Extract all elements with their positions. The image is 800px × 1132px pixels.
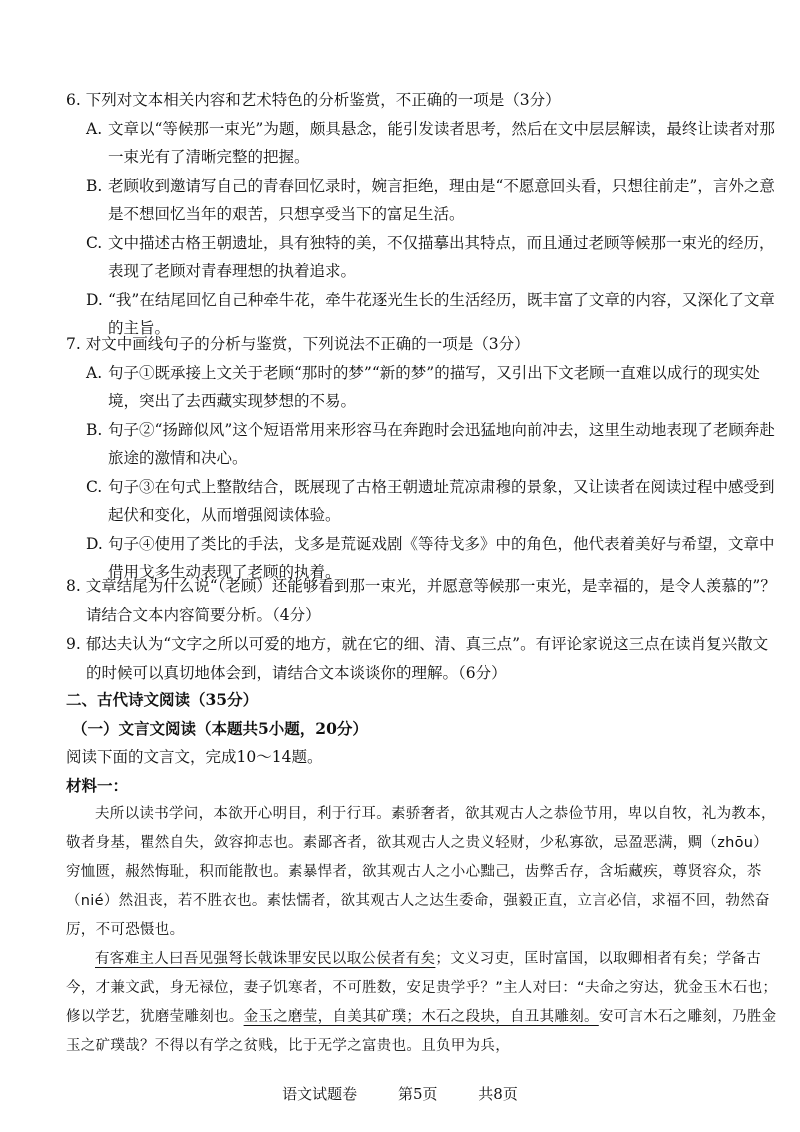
subsection-title: （一）文言文阅读（本题共5小题，20分）: [72, 718, 368, 738]
question-6: [66, 86, 778, 343]
question-7-option-c: C. 句子③在句式上整散结合，既展现了古格王朝遗址荒凉肃穆的景象，又让读者在阅读过程中感受到起伏和变化，从而增强阅读体验。: [86, 477, 775, 524]
section-2-header: [66, 686, 778, 800]
question-7-option-a: A. 句子①既承接上文关于老顾“那时的梦”“新的梦”的描写，又引出下文老顾一直难以成行的现实处境，突出了去西藏实现梦想的不易。: [86, 363, 760, 410]
reading-instruction: 阅读下面的文言文，完成10～14题。: [66, 748, 323, 766]
passage-paragraph-1: 夫所以读书学问，本欲开心明目，利于行耳。素骄奢者，欲其观古人之恭俭节用，卑以自牧，礼为教本，敬者身基，瞿然自失，敛容抑志也。素鄙吝者，欲其观古人之贵义轻财，少私寡欲，忌盈恶满，赒（zhōu）穷恤匮，赧然悔耻，积而能散也。素暴悍者，欲其观古人之小心黜己，齿弊舌存，含垢藏疾，尊贤容众，苶（nié）然沮丧，若不胜衣也。素怯懦者，欲其观古人之达生委命，强毅正直，立言必信，求福不回，勃然奋厉，不可恐慑也。: [66, 806, 776, 938]
passage-paragraph-2: 有客难主人曰吾见强弩长戟诛罪安民以取公侯者有矣；文义习吏，匡时富国，以取卿相者有矣；学备古今，才兼文武，身无禄位，妻子饥寒者，不可胜数，安足贵学乎？”主人对曰：“夫命之穷达，犹金玉木石也；修以学艺，犹磨莹雕刻也。金玉之磨莹，自美其矿璞；木石之段块，自丑其雕刻。安可言木石之雕刻，乃胜金玉之矿璞哉？不得以有学之贫贱，比于无学之富贵也。且负甲为兵，: [66, 951, 778, 1054]
exam-name: 语文试题卷: [282, 1085, 358, 1103]
question-6-stem: 6. 下列对文本相关内容和艺术特色的分析鉴赏，不正确的一项是（3分）: [66, 91, 561, 109]
question-7-stem: 7. 对文中画线句子的分析与鉴赏，下列说法不正确的一项是（3分）: [66, 335, 530, 353]
question-9: [66, 630, 778, 687]
material-label: 材料一：: [66, 775, 129, 795]
classical-passage: [66, 800, 778, 1061]
underlined-sentence-1: 有客难主人曰吾见强弩长戟诛罪安民以取公侯者有矣: [95, 951, 436, 967]
page-footer: [0, 1083, 800, 1104]
question-6-option-b: B. 老顾收到邀请写自己的青春回忆录时，婉言拒绝，理由是“不愿意回头看，只想往前走”，言外之意是不想回忆当年的艰苦，只想享受当下的富足生活。: [86, 176, 775, 223]
question-7: [66, 330, 778, 587]
question-9-stem: 9. 郁达夫认为“文字之所以可爱的地方，就在它的细、清、真三点”。有评论家说这三点在读肖复兴散文的时候可以真切地体会到，请结合文本谈谈你的理解。（6分）: [66, 635, 769, 682]
question-6-option-d: D. “我”在结尾回忆自己种牵牛花，牵牛花逐光生长的生活经历，既丰富了文章的内容，又深化了文章的主旨。: [86, 290, 775, 337]
page-number: 第5页: [397, 1085, 438, 1103]
question-8: [66, 572, 778, 629]
question-7-option-b: B. 句子②“扬蹄似风”这个短语常用来形容马在奔跑时会迅猛地向前冲去，这里生动地表现了老顾奔赴旅途的激情和决心。: [86, 420, 775, 467]
underlined-sentence-2: 金玉之磨莹，自美其矿璞；木石之段块，自丑其雕刻。: [243, 1009, 599, 1025]
question-8-stem: 8. 文章结尾为什么说“（老顾）还能够看到那一束光，并愿意等候那一束光，是幸福的，是令人羡慕的”？请结合文本内容简要分析。（4分）: [66, 577, 776, 624]
total-pages: 共8页: [478, 1085, 518, 1103]
question-6-option-a: A. 文章以“等候那一束光”为题，颇具悬念，能引发读者思考，然后在文中层层解读，最终让读者对那一束光有了清晰完整的把握。: [86, 119, 775, 166]
question-6-option-c: C. 文中描述古格王朝遗址，具有独特的美，不仅描摹出其特点，而且通过老顾等候那一束光的经历，表现了老顾对青春理想的执着追求。: [86, 233, 775, 280]
question-7-option-d: D. 句子④使用了类比的手法，戈多是荒诞戏剧《等待戈多》中的角色，他代表着美好与希望，文章中借用戈多生动表现了老顾的执着。: [86, 534, 775, 581]
section-title: 二、古代诗文阅读（35分）: [66, 690, 259, 709]
